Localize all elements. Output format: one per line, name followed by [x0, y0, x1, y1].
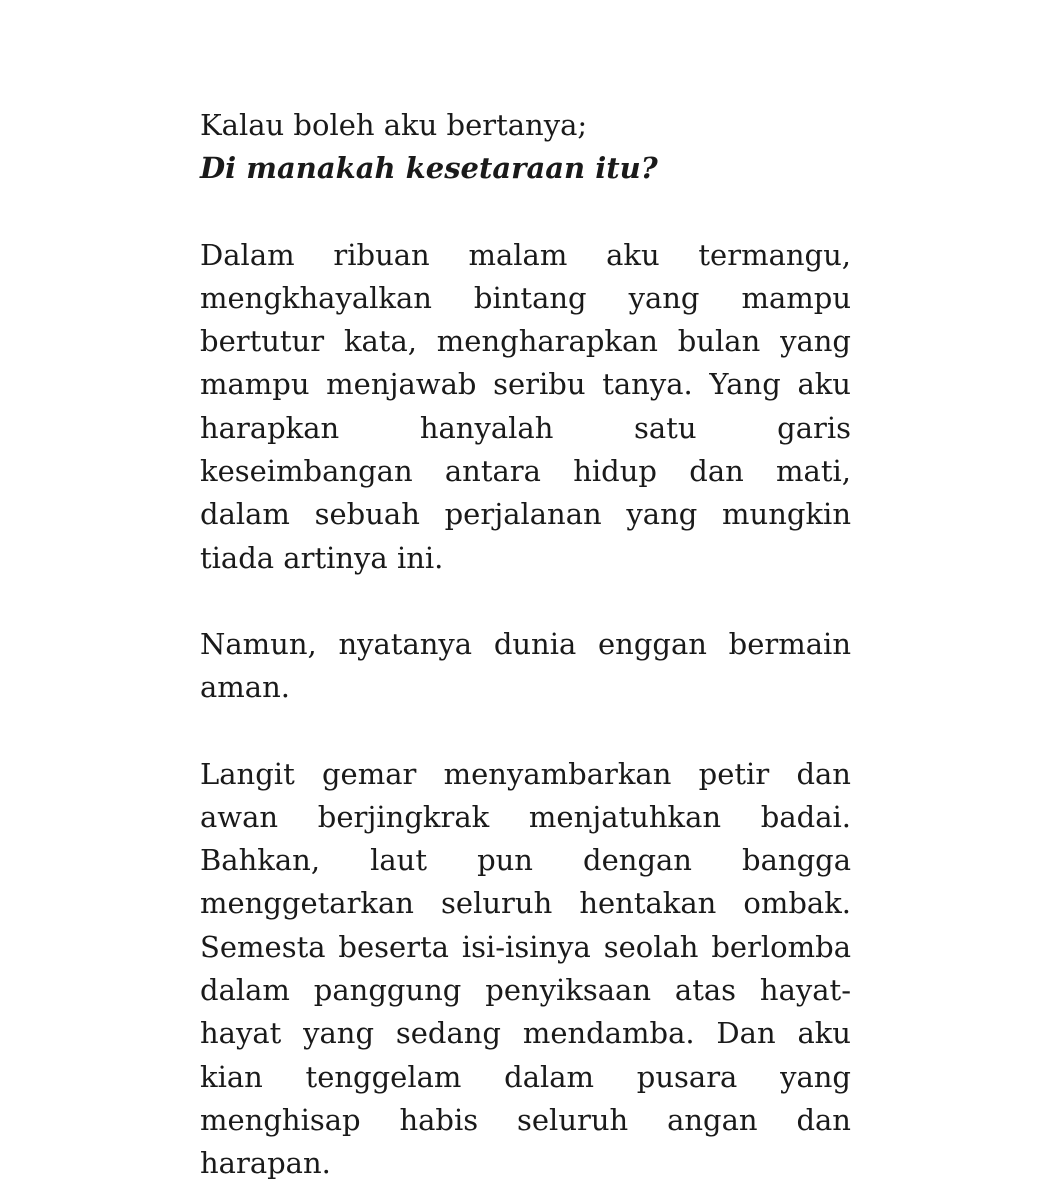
paragraph-2: Namun, nyatanya dunia enggan bermain aman. — [200, 626, 851, 705]
paragraph-1: Dalam ribuan malam aku termangu, mengkhayalkan bintang yang mampu bertutur kata, mengharapkan bulan yang mampu menjawab seribu tanya. Yang aku harapkan hanyalah satu garis keseimbangan antara hidup dan mati, dalam sebuah perjalanan yang mungkin tiada artinya ini. — [200, 237, 851, 575]
intro-question-line: Kalau boleh aku bertanya; — [200, 108, 588, 142]
paragraph-3: Langit gemar menyambarkan petir dan awan berjingkrak menjatuhkan badai. Bahkan, laut pun dengan bangga menggetarkan seluruh hentakan ombak. Semesta beserta isi-isinya seolah berlomba dalam panggung penyiksaan atas hayat-hayat yang sedang mendamba. Dan aku kian tenggelam dalam pusara yang menghisap habis seluruh angan dan harapan. — [200, 756, 851, 1181]
intro-emphasis-line: Di manakah kesetaraan itu? — [200, 151, 658, 186]
document-page — [200, 104, 851, 1186]
